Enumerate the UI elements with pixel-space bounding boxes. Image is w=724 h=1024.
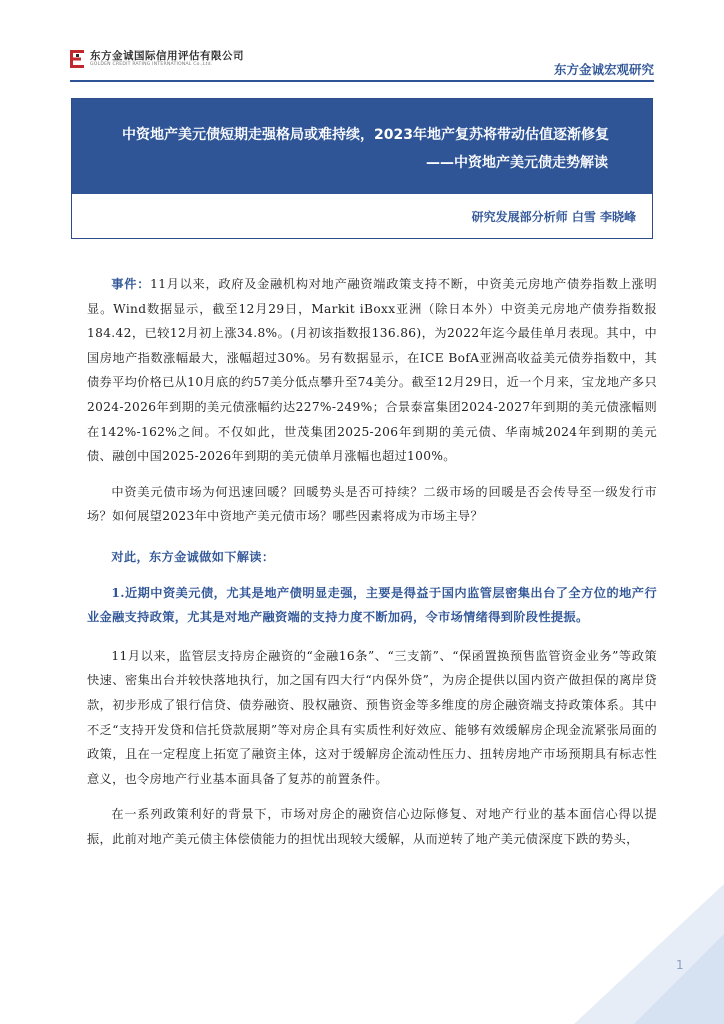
logo-chinese-name: 东方金诚国际信用评估有限公司 bbox=[90, 50, 244, 62]
report-authors: 研究发展部分析师 白雪 李晓峰 bbox=[471, 210, 636, 224]
event-label: 事件： bbox=[111, 277, 151, 291]
event-paragraph bbox=[87, 272, 657, 469]
title-box bbox=[71, 98, 653, 239]
event-text: 11月以来，政府及金融机构对地产融资端政策支持不断，中资美元房地产债券指数上涨明显。Wind数据显示，截至12月29日，Markit iBoxx亚洲（除日本外）中资美元房地产债券指数报184.42，已较12月初上涨34.8%。(月初该指数报136.86)，为2022年迄今最佳单月表现。其中，中国房地产指数涨幅最大，涨幅超过30%。另有数据显示，在ICE BofA亚洲高收益美元债券指数中，其债券平均价格已从10月底的约57美分低点攀升至74美分。截至12月29日，近一个月来，宝龙地产多只2024-2026年到期的美元债涨幅约达227%-249%；合景泰富集团2024-2027年到期的美元债涨幅则在142%-162%之间。不仅如此，世茂集团2025-206年到期的美元债、华南城2024年到期的美元债、融创中国2025-2026年到期的美元债单月涨幅也超过100%。 bbox=[87, 277, 658, 464]
logo-english-name: GOLDEN CREDIT RATING INTERNATIONAL Co.,Ltd. bbox=[90, 62, 213, 67]
point-1-heading: 1.近期中资美元债，尤其是地产债明显走强，主要是得益于国内监管层密集出台了全方位的地产行业金融支持政策，尤其是对地产融资端的支持力度不断加码，令市场情绪得到阶段性提振。 bbox=[87, 585, 657, 625]
page-number: 1 bbox=[676, 958, 684, 972]
report-body bbox=[87, 272, 657, 851]
report-subtitle: ——中资地产美元债走势解读 bbox=[426, 155, 608, 171]
logo-mark-icon bbox=[70, 50, 86, 68]
policy-paragraph: 11月以来，监管层支持房企融资的“金融16条”、“三支箭”、“保函置换预售监管资金业务”等政策快速、密集出台并较快落地执行，加之国有四大行“内保外贷”，为房企提供以国内资产做担保的离岸贷款，初步形成了银行信贷、债券融资、股权融资、预售资金等多维度的房企融资端支持政策体系。其中不乏“支持开发贷和信托贷款展期”等对房企具有实质性利好效应、能够有效缓解房企现金流紧张局面的政策，且在一定程度上拓宽了融资主体，这对于缓解房企流动性压力、扭转房地产市场预期具有标志性意义，也令房地产行业基本面具备了复苏的前置条件。 bbox=[87, 648, 657, 786]
analysis-intro: 对此，东方金诚做如下解读： bbox=[111, 549, 275, 564]
title-band bbox=[72, 99, 652, 194]
report-title: 中资地产美元债短期走强格局或难持续，2023年地产复苏将带动估值逐渐修复 bbox=[122, 127, 609, 143]
report-series-label: 东方金诚宏观研究 bbox=[553, 62, 654, 77]
header-divider bbox=[70, 80, 654, 82]
question-paragraph: 中资美元债市场为何迅速回暖？回暖势头是否可持续？二级市场的回暖是否会传导至一级发行市场？如何展望2023年中资地产美元债市场？哪些因素将成为市场主导？ bbox=[87, 484, 657, 524]
company-logo bbox=[70, 50, 244, 68]
corner-decoration bbox=[504, 874, 724, 1024]
background-paragraph: 在一系列政策利好的背景下，市场对房企的融资信心边际修复、对地产行业的基本面信心得以提振，此前对地产美元债主体偿债能力的担忧出现较大缓解，从而逆转了地产美元债深度下跌的势头， bbox=[87, 807, 657, 846]
